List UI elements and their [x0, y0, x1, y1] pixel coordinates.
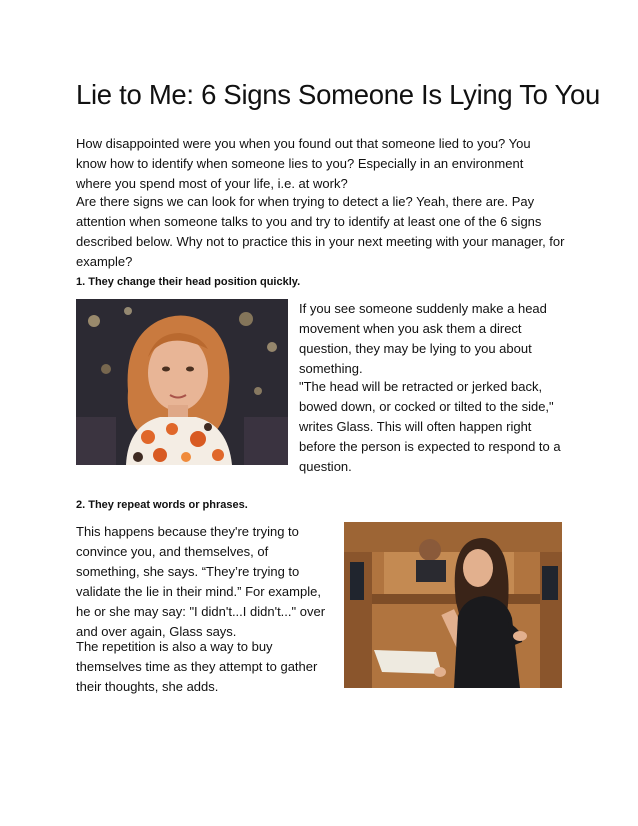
sign-2-paragraph-2: The repetition is also a way to buy themselves time as they attempt to gather their thoughts, she adds.: [76, 639, 318, 694]
sign-1-photo: [76, 299, 288, 465]
intro-paragraph-2: Are there signs we can look for when trying to detect a lie? Yeah, there are. Pay attention when someone talks to you and try to identify at least one of the 6 signs described below. Why not to practice this in your next meeting with your manager, for example?: [76, 194, 565, 269]
sign-1-paragraph-1: If you see someone suddenly make a head movement when you ask them a direct question, they may be lying to you about something.: [299, 301, 547, 376]
sign-2-heading: 2. They repeat words or phrases.: [76, 499, 248, 511]
article-title: Lie to Me: 6 Signs Someone Is Lying To You: [76, 79, 601, 110]
sign-2-photo: [344, 522, 562, 688]
sign-1-paragraph-2: "The head will be retracted or jerked back, bowed down, or cocked or tilted to the side," writes Glass. This will often happen right before the person is expected to respond to a question.: [299, 379, 561, 474]
sign-2-paragraph-1: This happens because they're trying to convince you, and themselves, of something, she says. “They’re trying to validate the lie in their mind.” For example, he or she may say: "I didn't...I didn't..." over and over again, Glass says.: [76, 524, 326, 639]
intro-paragraph-1: How disappointed were you when you found out that someone lied to you? You know how to identify when someone lies to you? Especially in an environment where you spend most of your life, i.e. at work?: [76, 136, 531, 191]
sign-1-heading: 1. They change their head position quickly.: [76, 276, 301, 288]
